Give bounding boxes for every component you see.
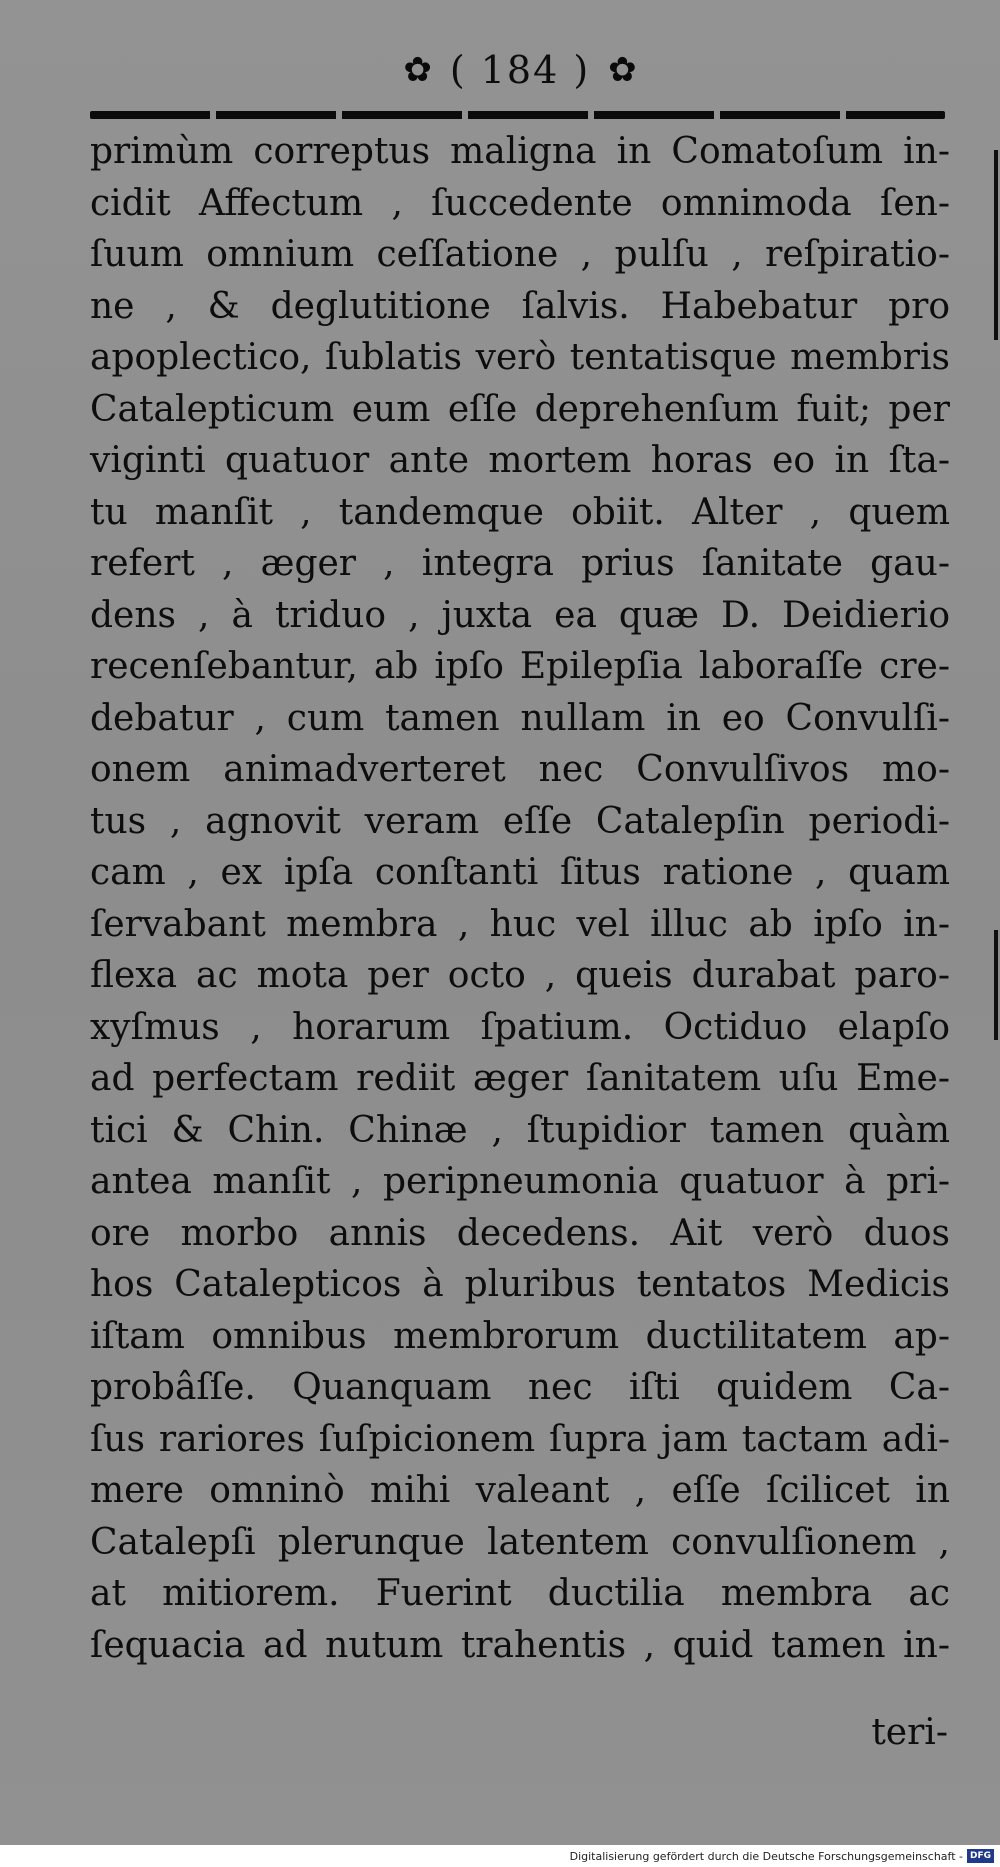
text-line: ne , & deglutitione ſalvis. Habebatur pro: [90, 285, 950, 327]
page-number: ( 184 ): [449, 48, 591, 92]
margin-edge-mark: [994, 930, 998, 1040]
text-line: antea manſit , peripneumonia quatuor à pri-: [90, 1161, 950, 1202]
right-flower-ornament-icon: ✿: [608, 50, 637, 90]
text-line: tu manſit , tandemque obiit. Alter , quem: [90, 491, 950, 533]
funding-credit: Digitalisierung gefördert durch die Deutsche Forschungsgemeinschaft -: [569, 1849, 963, 1863]
text-line: Catalepticum eum eſſe deprehenſum fuit; per: [90, 388, 950, 430]
text-line: refert , æger , integra prius ſanitate gau-: [90, 543, 950, 584]
text-line: ſus rariores ſuſpicionem ſupra jam tactam adi-: [90, 1418, 950, 1460]
text-line: flexa ac mota per octo , queis durabat paro-: [90, 955, 950, 996]
text-line: ſequacia ad nutum trahentis , quid tamen in-: [90, 1624, 950, 1666]
text-line: iſtam omnibus membrorum ductilitatem ap-: [90, 1315, 950, 1357]
text-line: at mitiorem. Fuerint ductilia membra ac: [90, 1573, 950, 1614]
text-line: tus , agnovit veram eſſe Catalepſin periodi-: [90, 800, 950, 842]
text-line: mere omninò mihi valeant , eſſe ſcilicet in: [90, 1470, 950, 1511]
margin-edge-mark: [994, 150, 998, 340]
body-text: [90, 126, 950, 1671]
text-line: hos Catalepticos à pluribus tentatos Medicis: [90, 1264, 950, 1305]
header-rule: [90, 111, 945, 119]
catchword: teri-: [871, 1712, 948, 1753]
text-line: dens , à triduo , juxta ea quæ D. Deidierio: [90, 594, 950, 636]
text-line: Catalepſi plerunque latentem convulſionem ,: [90, 1521, 950, 1563]
text-line: apoplecticо, ſublatis verò tentatisque membris: [90, 337, 950, 378]
dfg-logo: DFG: [967, 1849, 994, 1863]
left-flower-ornament-icon: ✿: [403, 50, 432, 90]
text-line: recenſebantur, ab ipſo Epilepſia laboraſſe cre-: [90, 646, 950, 687]
text-line: onem animadverteret nec Convulſivos mo-: [90, 749, 950, 790]
text-line: ſervabant membra , huc vel illuc ab ipſo in-: [90, 903, 950, 945]
text-line: probâſſe. Quanquam nec iſti quidem Ca-: [90, 1367, 950, 1408]
text-line: viginti quatuor ante mortem horas eo in ſta-: [90, 440, 950, 481]
text-line: ad perfectam rediit æger ſanitatem uſu Eme-: [90, 1058, 950, 1099]
text-line: cam , ex ipſa conſtanti ſitus ratione , quam: [90, 852, 950, 893]
text-line: ore morbo annis decedens. Ait verò duos: [90, 1212, 950, 1254]
digitization-footer: [0, 1845, 1000, 1867]
text-line: ſuum omnium ceſſatione , pulſu , reſpiratio-: [90, 234, 950, 275]
text-line: xyſmus , horarum ſpatium. Octiduo elapſo: [90, 1006, 950, 1048]
text-line: tici & Chin. Chinæ , ſtupidior tamen quàm: [90, 1109, 950, 1151]
text-line: primùm correptus maligna in Comatoſum in-: [90, 131, 950, 172]
text-line: cidit Affectum , ſuccedente omnimoda ſen-: [90, 182, 950, 224]
page-header: [330, 40, 710, 100]
text-line: debatur , cum tamen nullam in eo Convulſi-: [90, 697, 950, 739]
